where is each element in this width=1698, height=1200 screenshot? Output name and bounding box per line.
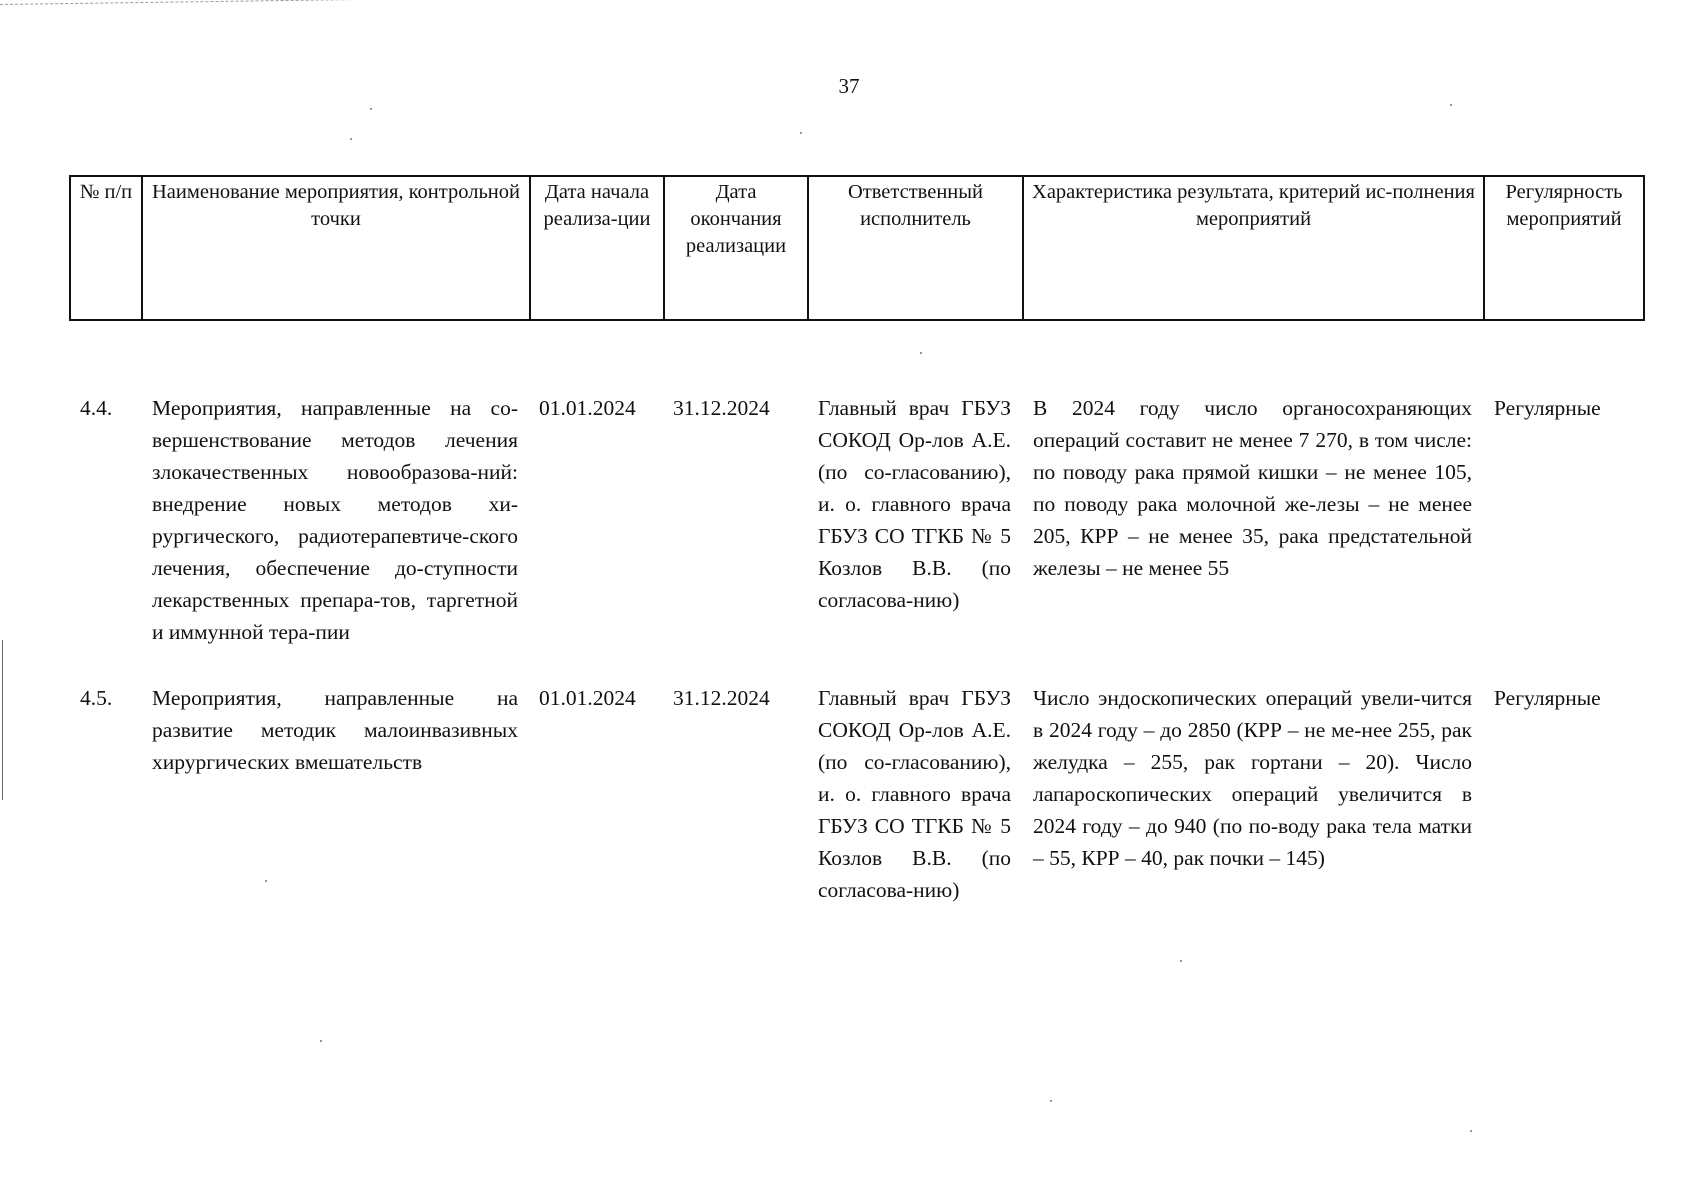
table-row: [69, 682, 1643, 906]
scan-speck: [920, 352, 922, 354]
row-regularity: Регулярные: [1494, 686, 1601, 710]
row-name: Мероприятия, направленные на со-вершенствование методов лечения злокачественных новообразова-ний: внедрение новых методов хи-рургического, радиотерапевтиче-ского лечения, обеспечение до-ступности лекарственных препара-тов, таргетной и иммунной тера-пии: [152, 396, 518, 644]
row-responsible: Главный врач ГБУЗ СОКОД Ор-лов А.Е. (по со-гласованию), и. о. главного врача ГБУЗ СО ТГКБ № 5 Козлов В.В. (по согласова-нию): [818, 686, 1011, 902]
row-number: 4.4.: [80, 396, 113, 420]
row-name: Мероприятия, направленные на развитие методик малоинвазивных хирургических вмешательств: [152, 686, 518, 774]
table-row: [69, 392, 1643, 682]
header-col-end-date: Дата окончания реализации: [664, 176, 808, 320]
header-col-regularity: Регулярность мероприятий: [1484, 176, 1644, 320]
scan-speck: [1050, 1100, 1052, 1102]
page-number: 37: [838, 74, 860, 98]
table-header: [69, 175, 1645, 321]
header-col-start-date: Дата начала реализа-ции: [530, 176, 664, 320]
row-responsible: Главный врач ГБУЗ СОКОД Ор-лов А.Е. (по со-гласованию), и. о. главного врача ГБУЗ СО ТГКБ № 5 Козлов В.В. (по согласова-нию): [818, 396, 1011, 612]
row-number: 4.5.: [80, 686, 113, 710]
scan-edge-line: [0, 0, 880, 5]
row-start-date: 01.01.2024: [539, 686, 636, 710]
header-col-number: № п/п: [70, 176, 142, 320]
scan-speck: [1450, 104, 1452, 106]
scan-speck: [320, 1040, 322, 1042]
row-regularity: Регулярные: [1494, 396, 1601, 420]
scan-edge-line-left: [2, 640, 3, 800]
header-col-responsible: Ответственный исполнитель: [808, 176, 1023, 320]
scan-speck: [1470, 1130, 1472, 1132]
scan-speck: [800, 132, 802, 134]
scan-speck: [350, 138, 352, 140]
row-characteristic: Число эндоскопических операций увели-чится в 2024 году – до 2850 (КРР – не ме-нее 255, рак желудка – 255, рак гортани – 20). Число лапароскопических операций увеличится в 2024 году – до 940 (по по-воду рака тела матки – 55, КРР – 40, рак почки – 145): [1033, 686, 1472, 870]
scan-speck: [370, 108, 372, 110]
scan-speck: [1180, 960, 1182, 962]
header-col-name: Наименование мероприятия, контрольной точки: [142, 176, 530, 320]
row-start-date: 01.01.2024: [539, 396, 636, 420]
header-col-characteristic: Характеристика результата, критерий ис-полнения мероприятий: [1023, 176, 1484, 320]
row-characteristic: В 2024 году число органосохраняющих операций составит не менее 7 270, в том числе: по поводу рака прямой кишки – не менее 105, по поводу рака молочной же-лезы – не менее 205, КРР – не менее 35, рака предстательной железы – не менее 55: [1033, 396, 1472, 580]
row-end-date: 31.12.2024: [673, 686, 770, 710]
table-body: [69, 392, 1643, 906]
row-end-date: 31.12.2024: [673, 396, 770, 420]
